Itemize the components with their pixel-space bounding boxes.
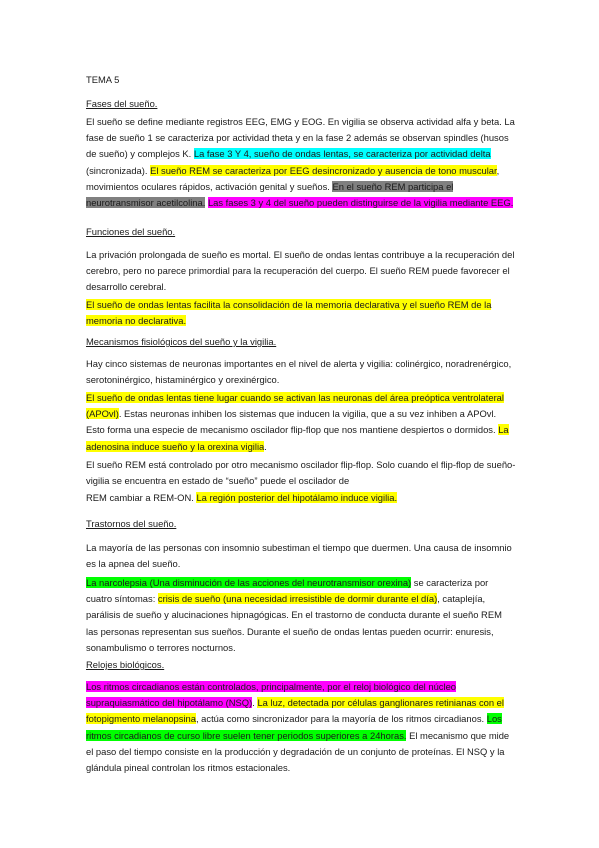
highlighted-text: Los ritmos circadianos de curso libre suelen tener periodos superiores a 24horas.: [86, 713, 502, 741]
text-run: Hay cinco sistemas de neuronas importantes en el nivel de alerta y vigilia: colinérgico, noradrenérgico, serotoninérgico, histaminérgico y orexinérgico.: [86, 358, 512, 386]
highlighted-text: La luz, detectada por células ganglionares retinianas con el fotopigmento melanopsina: [86, 697, 504, 725]
paragraph-mecanismos-3: [86, 457, 516, 489]
text-run: , movimientos oculares rápidos, activación genital y sueños.: [86, 164, 500, 192]
paragraph-trastornos-1: [86, 540, 516, 572]
highlighted-text: La narcolepsia (Una disminución de las acciones del neurotransmisor orexina): [86, 577, 412, 588]
text-run: se caracteriza por cuatro síntomas:: [86, 577, 489, 605]
text-run: El mecanismo que mide el paso del tiempo consiste en la producción y degradación de un conjunto de proteínas. El NSQ y la glándula pineal controlan los ritmos estacionales.: [86, 729, 510, 774]
text-run: El sueño se define mediante registros EEG, EMG y EOG. En vigilia se observa actividad alfa y beta. La fase de sueño 1 se caracteriza por actividad theta y en la fase 2 además se observan spindles (husos de sueño) y complejos K.: [86, 116, 515, 160]
highlighted-text: El sueño de ondas lentas facilita la consolidación de la memoria declarativa y el sueño REM de la memoria no declarativa.: [86, 299, 492, 327]
paragraph-mecanismos-4: [86, 490, 516, 506]
paragraph-fases: [86, 114, 516, 211]
text-run: El sueño REM está controlado por otro mecanismo oscilador flip-flop. Solo cuando el flip-flop de sueño-vigilia se encuentra en estado de “sueño” puede el oscilador de: [86, 459, 516, 487]
paragraph-funciones-2: [86, 297, 516, 329]
highlighted-text: El sueño de ondas lentas tiene lugar cuando se activan las neuronas del área preóptica ventrolateral (APOvl): [86, 392, 504, 420]
text-run: , actúa como sincronizador para la mayoría de los ritmos circadianos.: [195, 713, 487, 725]
section-heading-funciones: Funciones del sueño.: [86, 226, 176, 237]
highlighted-text: El sueño REM se caracteriza por EEG desincronizado y ausencia de tono muscular: [150, 164, 497, 176]
section-heading-fases: Fases del sueño.: [86, 98, 158, 109]
highlighted-text: Los ritmos circadianos están controlados, principalmente, por el reloj biológico del núcleo supraquiasmático del hipotálamo (NSQ): [86, 681, 456, 709]
highlighted-text: En el sueño REM participa el neurotransmisor acetilcolina.: [86, 180, 454, 209]
highlighted-text: La adenosina induce sueño y la orexina vigilia: [86, 424, 509, 452]
text-run: . Estas neuronas inhiben los sistemas que inducen la vigilia, que a su vez inhiben a APOvl. Esto forma una especie de mecanismo oscilador flip-flop que nos mantiene despiertos o dormidos.: [86, 408, 499, 436]
text-run: La mayoría de las personas con insomnio subestiman el tiempo que duermen. Una causa de insomnio es la apnea del sueño.: [86, 542, 512, 570]
highlighted-text: crisis de sueño (una necesidad irresistible de dormir durante el día): [157, 593, 438, 605]
paragraph-trastornos-2: [86, 575, 516, 656]
highlighted-text: Las fases 3 y 4 del sueño pueden distinguirse de la vigilia mediante EEG.: [207, 197, 514, 209]
paragraph-relojes: [86, 679, 516, 776]
section-heading-mecanismos: Mecanismos fisiológicos del sueño y la vigilia.: [86, 336, 277, 347]
section-heading-trastornos: Trastornos del sueño.: [86, 518, 177, 529]
text-run: , cataplejía, parálisis de sueño y alucinaciones hipnagógicas. En el trastorno de conducta durante el sueño REM las personas representan sus sueños. Durante el sueño de ondas lentas pueden ocurrir: enuresis, sonambulismo o terrores nocturnos.: [86, 593, 502, 653]
highlighted-text: La fase 3 Y 4, sueño de ondas lentas, se caracteriza por actividad delta: [193, 148, 491, 160]
text-run: (sincronizada).: [86, 164, 151, 176]
section-heading-relojes: Relojes biológicos.: [86, 659, 165, 670]
highlighted-text: La región posterior del hipotálamo induce vigilia.: [196, 492, 398, 503]
document-title: TEMA 5: [86, 74, 120, 85]
text-run: .: [252, 697, 258, 709]
paragraph-funciones-1: [86, 247, 516, 296]
paragraph-mecanismos-1: [86, 356, 516, 388]
text-run: REM cambiar a REM-ON.: [86, 492, 197, 503]
text-run: La privación prolongada de sueño es mortal. El sueño de ondas lentas contribuye a la recuperación del cerebro, pero no parece primordial para la recuperación del cuerpo. El sueño REM puede favorecer el desarrollo cerebral.: [86, 249, 515, 293]
paragraph-mecanismos-2: [86, 390, 516, 455]
text-run: .: [264, 440, 267, 452]
